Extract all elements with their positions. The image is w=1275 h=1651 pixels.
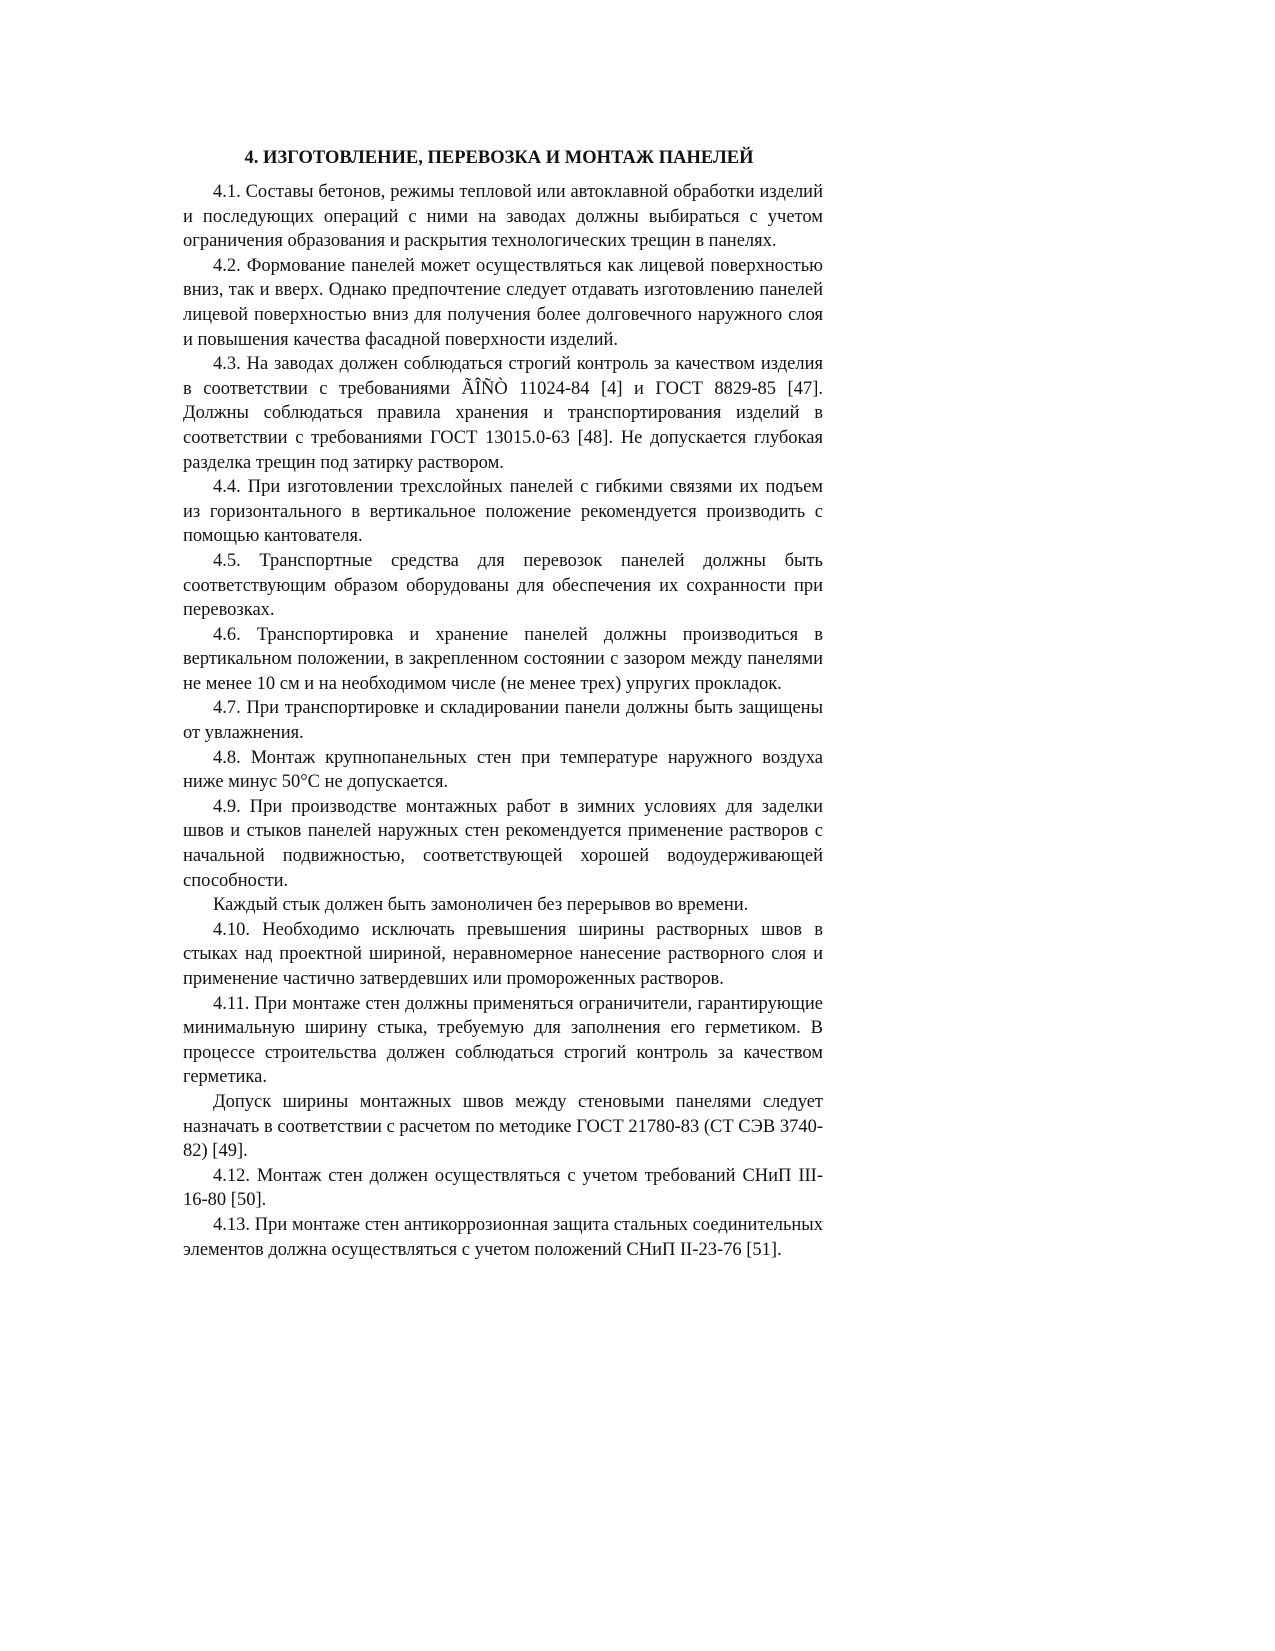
paragraph-4-4: 4.4. При изготовлении трехслойных панелей с гибкими связями их подъем из горизонтального в вертикальное положение рекомендуется производить с помощью кантователя. <box>183 477 823 547</box>
document-page <box>183 146 823 1262</box>
paragraph-4-9: 4.9. При производстве монтажных работ в зимних условиях для заделки швов и стыков панелей наружных стен рекомендуется применение растворов с начальной подвижностью, соответствующей хорошей водоудерживающей способности. <box>183 796 823 891</box>
paragraph-4-9-continued: Каждый стык должен быть замоноличен без перерывов во времени. <box>213 895 749 916</box>
paragraph-4-5: 4.5. Транспортные средства для перевозок панелей должны быть соответствующим образом оборудованы для обеспечения их сохранности при перевозках. <box>183 550 823 621</box>
paragraph-4-11-continued: Допуск ширины монтажных швов между стеновыми панелями следует назначать в соответствии с расчетом по методике ГОСТ 21780-83 (СТ СЭВ 3740-82) [49]. <box>183 1091 823 1162</box>
paragraph-4-13: 4.13. При монтаже стен антикоррозионная защита стальных соединительных элементов должна осуществляться с учетом положений СНиП II-23-76 [51]. <box>183 1214 823 1260</box>
paragraph-4-3: 4.3. На заводах должен соблюдаться строгий контроль за качеством изделия в соответствии с требованиями ÃÎÑÒ 11024-84 [4] и ГОСТ 8829-85 [47]. Должны соблюдаться правила хранения и транспортирования изделий в соответствии с требованиями ГОСТ 13015.0-63 [48]. Не допускается глубокая разделка трещин под затирку раствором. <box>183 354 823 473</box>
paragraph-4-1: 4.1. Составы бетонов, режимы тепловой или автоклавной обработки изделий и последующих операций с ними на заводах должны выбираться с учетом ограничения образования и раскрытия технологических трещин в панелях. <box>183 182 823 252</box>
paragraph-4-11: 4.11. При монтаже стен должны применяться ограничители, гарантирующие минимальную ширину стыка, требуемую для заполнения его герметиком. В процессе строительства должен соблюдаться строгий контроль за качеством герметика. <box>183 993 823 1088</box>
paragraph-4-12: 4.12. Монтаж стен должен осуществляться с учетом требований СНиП III-16-80 [50]. <box>183 1165 823 1211</box>
section-heading: 4. ИЗГОТОВЛЕНИЕ, ПЕРЕВОЗКА И МОНТАЖ ПАНЕЛЕЙ <box>244 148 754 168</box>
paragraph-4-2: 4.2. Формование панелей может осуществляться как лицевой поверхностью вниз, так и вверх. Однако предпочтение следует отдавать изготовлению панелей лицевой поверхностью вниз для получения более долговечного наружного слоя и повышения качества фасадной поверхности изделий. <box>183 255 823 350</box>
paragraph-4-7: 4.7. При транспортировке и складировании панели должны быть защищены от увлажнения. <box>183 698 823 744</box>
paragraph-4-8: 4.8. Монтаж крупнопанельных стен при температуре наружного воздуха ниже минус 50°С не допускается. <box>183 747 823 793</box>
paragraph-4-6: 4.6. Транспортировка и хранение панелей должны производиться в вертикальном положении, в закрепленном состоянии с зазором между панелями не менее 10 см и на необходимом числе (не менее трех) упругих прокладок. <box>183 624 823 694</box>
paragraph-4-10: 4.10. Необходимо исключать превышения ширины растворных швов в стыках над проектной шириной, неравномерное нанесение растворного слоя и применение частично затвердевших или промороженных растворов. <box>183 919 823 989</box>
